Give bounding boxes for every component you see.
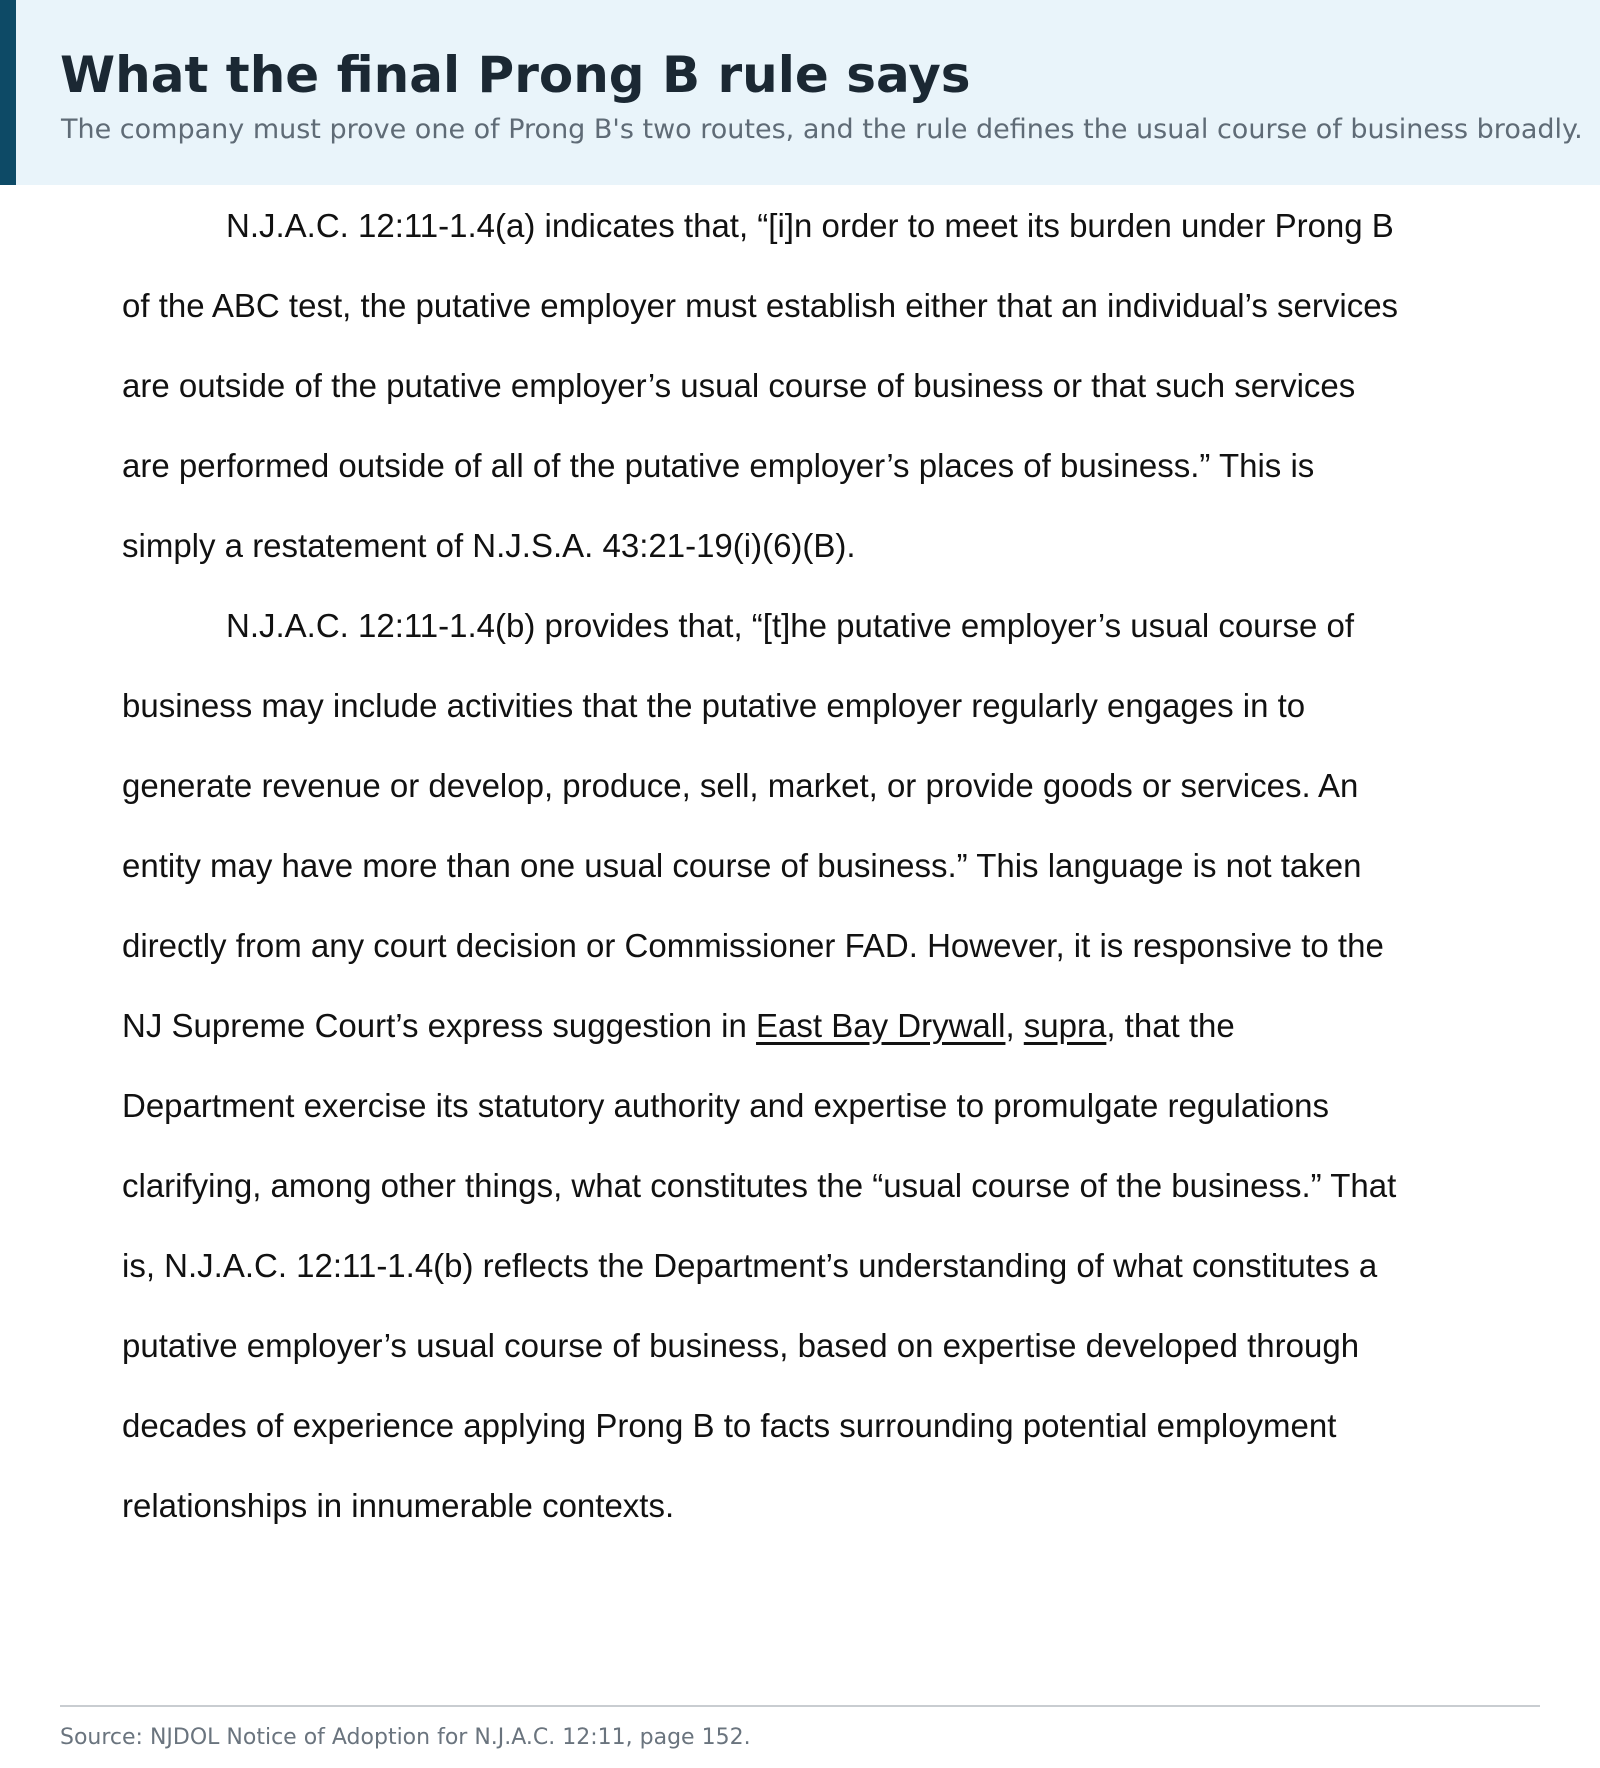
paragraph-2-line-2: business may include activities that the putative employer regularly engages in to	[122, 687, 1306, 724]
paragraph-2-line-7: Department exercise its statutory authority and expertise to promulgate regulations	[122, 1087, 1329, 1124]
paragraph-2-line-5: directly from any court decision or Commissioner FAD. However, it is responsive to the	[122, 927, 1384, 964]
paragraph-1-line-4: are performed outside of all of the putative employer’s places of business.” This is	[122, 447, 1315, 484]
page-title: What the final Prong B rule says	[60, 46, 971, 104]
paragraph-2-line-9: is, N.J.A.C. 12:11-1.4(b) reflects the Department’s understanding of what constitutes a	[122, 1247, 1378, 1284]
page-subtitle: The company must prove one of Prong B's two routes, and the rule defines the usual course of business broadly.	[61, 114, 1583, 145]
paragraph-2-line-8: clarifying, among other things, what constitutes the “usual course of the business.” That	[122, 1167, 1397, 1204]
document-excerpt	[122, 190, 1482, 1550]
paragraph-1-line-1: N.J.A.C. 12:11-1.4(a) indicates that, “[i]n order to meet its burden under Prong B	[226, 207, 1394, 244]
paragraph-2-line-4: entity may have more than one usual course of business.” This language is not taken	[122, 847, 1362, 884]
paragraph-2-line-10: putative employer’s usual course of business, based on expertise developed through	[122, 1327, 1360, 1364]
line-text: ,	[1005, 1007, 1024, 1044]
paragraph-2-line-12: relationships in innumerable contexts.	[122, 1487, 675, 1524]
line-text: NJ Supreme Court’s express suggestion in	[122, 1007, 757, 1044]
paragraph-2-line-3: generate revenue or develop, produce, sell, market, or provide goods or services. An	[122, 767, 1359, 804]
paragraph-1-line-3: are outside of the putative employer’s usual course of business or that such services	[122, 367, 1356, 404]
footer-divider	[60, 1705, 1540, 1707]
case-citation: East Bay Drywall	[756, 1007, 1006, 1044]
source-note: Source: NJDOL Notice of Adoption for N.J.A.C. 12:11, page 152.	[60, 1725, 751, 1750]
line-text: , that the	[1106, 1007, 1235, 1044]
paragraph-2-line-11: decades of experience applying Prong B to facts surrounding potential employment	[122, 1407, 1337, 1444]
supra-reference: supra	[1023, 1007, 1107, 1044]
header-banner	[0, 0, 1600, 185]
paragraph-1-line-2: of the ABC test, the putative employer must establish either that an individual’s services	[122, 287, 1399, 324]
paragraph-1-line-5: simply a restatement of N.J.S.A. 43:21-19(i)(6)(B).	[122, 527, 856, 564]
paragraph-2-line-6	[122, 990, 1482, 1070]
paragraph-2-line-1: N.J.A.C. 12:11-1.4(b) provides that, “[t]he putative employer’s usual course of	[226, 607, 1355, 644]
header-accent-bar	[0, 0, 16, 185]
